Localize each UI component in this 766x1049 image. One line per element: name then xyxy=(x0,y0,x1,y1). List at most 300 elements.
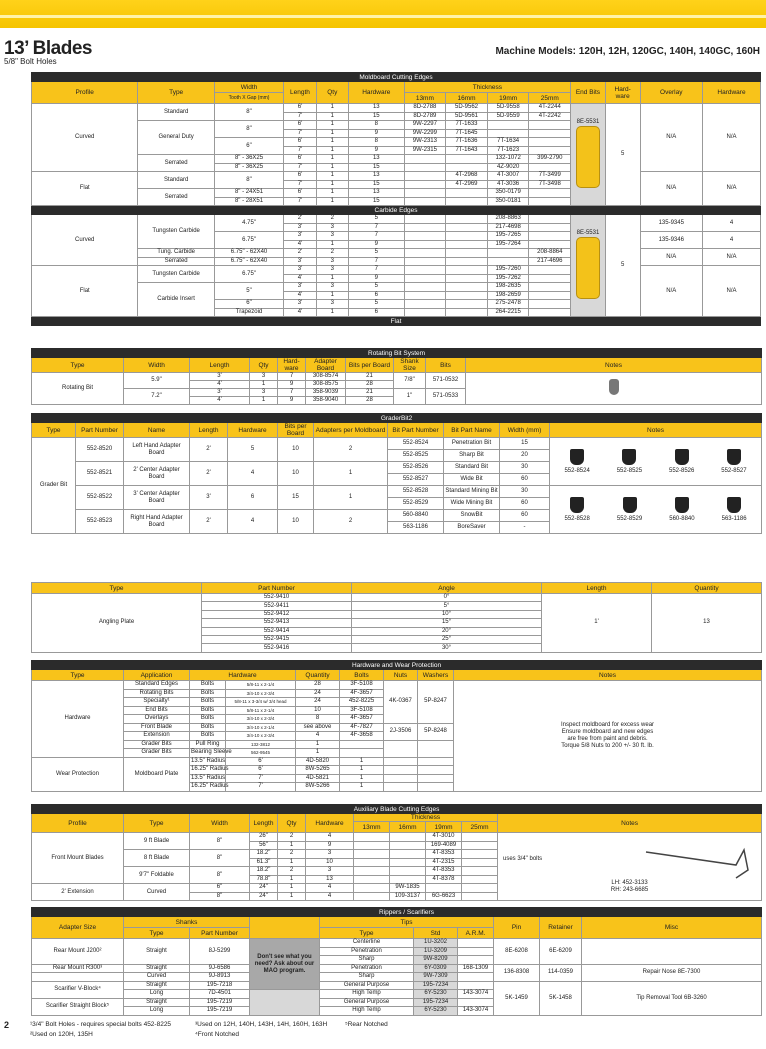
cell: 9 xyxy=(349,240,405,249)
cell: Trapezoid xyxy=(214,308,283,317)
col-header: Adapter Size xyxy=(32,917,124,939)
cell: 195-7219 xyxy=(190,998,250,1007)
bit-caption: 563-1186 xyxy=(721,515,747,522)
cell: 5/8-11 x 3-3/4 w/ 3/4 head xyxy=(226,698,296,707)
cell xyxy=(462,867,498,876)
page-subtitle: 5/8" Bolt Holes xyxy=(4,57,57,66)
col-header: Overlay xyxy=(640,82,702,104)
cell: 5D-9559 xyxy=(487,112,529,121)
cell xyxy=(446,232,488,241)
cell: 9W-7309 xyxy=(414,973,458,982)
col-header: Type xyxy=(32,358,124,373)
col-header: Bit Part Name xyxy=(444,423,500,438)
hw-label-b: ware xyxy=(284,365,299,372)
cell: 24 xyxy=(296,698,340,707)
cell xyxy=(446,266,488,275)
cell: Curved xyxy=(32,104,138,172)
cell: 7' xyxy=(284,197,316,206)
cell: N/A xyxy=(640,172,702,206)
cell: 6Y-0309 xyxy=(414,964,458,973)
cell xyxy=(529,223,571,232)
cell: 9W-2313 xyxy=(404,138,446,147)
col-header: Adapters per Moldboard xyxy=(314,423,388,438)
cell: 5/8-11 x 2-1/4 xyxy=(226,706,296,715)
note-line: Ensure moldboard and new edges xyxy=(561,728,654,735)
cell: 4' xyxy=(284,291,316,300)
cell: 56" xyxy=(250,841,278,850)
cell xyxy=(404,249,446,258)
section-header: Flat xyxy=(32,317,761,326)
cell: 6' xyxy=(284,189,316,198)
cell: Hardware xyxy=(32,681,124,758)
cell: Tungsten Carbide xyxy=(138,266,214,283)
cell xyxy=(446,249,488,258)
cell xyxy=(446,257,488,266)
cell: Curved xyxy=(124,884,190,901)
cell: 5D-9562 xyxy=(446,104,488,113)
col-header: Shanks xyxy=(124,917,250,928)
cell: 18.2" xyxy=(250,850,278,859)
cell: Extension xyxy=(124,732,190,741)
cell: 1 xyxy=(316,172,348,181)
cell: 6.75" - 62X40 xyxy=(214,249,283,258)
cell: 24" xyxy=(250,892,278,901)
cell: 4Z-9020 xyxy=(487,163,529,172)
cell: 5P-8248 xyxy=(418,723,454,740)
cell: 4T-2315 xyxy=(426,858,462,867)
col-header: Quantity xyxy=(652,583,762,594)
col-header: Misc xyxy=(582,917,762,939)
cell: 10 xyxy=(278,438,314,462)
cell: 6' xyxy=(284,172,316,181)
cell xyxy=(529,283,571,292)
cell: 15 xyxy=(349,112,405,121)
section-header: GraderBit2 xyxy=(32,414,762,423)
grader-bit-figure xyxy=(617,497,642,523)
cell xyxy=(487,129,529,138)
cell: 6' xyxy=(284,121,316,130)
col-header: Hardware xyxy=(190,670,296,681)
cell: N/A xyxy=(702,266,760,317)
cell: 350-0181 xyxy=(487,197,529,206)
cell: 552-8527 xyxy=(388,474,444,486)
cell: 4' xyxy=(190,397,250,405)
cell: Straight xyxy=(124,998,190,1007)
cell: 28 xyxy=(296,681,340,690)
cell: Overlays xyxy=(124,715,190,724)
cell xyxy=(446,308,488,317)
cell xyxy=(384,766,418,775)
cell: 7 xyxy=(278,373,306,381)
cell: 7 xyxy=(349,257,405,266)
cell: 5 xyxy=(349,249,405,258)
cell xyxy=(418,766,454,775)
cell: 6.75" xyxy=(214,266,283,283)
bit-caption: 552-8527 xyxy=(721,467,747,474)
cell: 1 xyxy=(314,462,388,486)
cell: 6' xyxy=(226,757,296,766)
cell: 4T-3010 xyxy=(426,833,462,842)
cell: 26" xyxy=(250,833,278,842)
cell: 3' Center Adapter Board xyxy=(124,486,190,510)
end-bit-icon xyxy=(576,126,600,188)
cell: 4 xyxy=(702,215,760,232)
cell xyxy=(418,774,454,783)
cell: 168-1309 xyxy=(458,964,494,973)
cell: 4T-8378 xyxy=(426,875,462,884)
col-header: Hardware xyxy=(702,82,760,104)
cell xyxy=(487,257,529,266)
cell: 4T-3007 xyxy=(487,172,529,181)
cell: BoreSaver xyxy=(444,522,500,534)
cell: 10 xyxy=(306,858,354,867)
cell xyxy=(404,155,446,164)
cell: 15 xyxy=(349,197,405,206)
cell: 8" xyxy=(190,867,250,884)
cell: 8" - 28X51 xyxy=(214,197,283,206)
cell xyxy=(404,300,446,309)
col-header: Width (mm) xyxy=(500,423,550,438)
cell: 4T-8353 xyxy=(426,850,462,859)
cell: 1 xyxy=(316,104,348,113)
cell: 61.3" xyxy=(250,858,278,867)
cell: 6 xyxy=(228,486,278,510)
moldboard-table xyxy=(31,72,761,326)
col-header: Width xyxy=(124,358,190,373)
cell: 571-0532 xyxy=(426,373,466,389)
cell: 552-8524 xyxy=(388,438,444,450)
cell: Flat xyxy=(32,266,138,317)
grader-bit-figure xyxy=(669,497,694,523)
cell: 3' xyxy=(284,283,316,292)
cell: 4 xyxy=(296,732,340,741)
section-header: Hardware and Wear Protection xyxy=(32,661,762,670)
cell: Wear Protection xyxy=(32,757,124,791)
cell: 275-2478 xyxy=(487,300,529,309)
cell: 6.75" xyxy=(214,232,283,249)
cell: 195-7234 xyxy=(414,998,458,1007)
cell xyxy=(354,833,390,842)
cell: 5 xyxy=(605,104,640,206)
cell: 13 xyxy=(349,155,405,164)
cell: 5K-1458 xyxy=(540,981,582,1015)
cell: 198-2659 xyxy=(487,291,529,300)
cell: 5/8-11 x 2-1/4 xyxy=(226,681,296,690)
cell xyxy=(446,300,488,309)
cell xyxy=(390,841,426,850)
cell: 9 xyxy=(349,274,405,283)
cell xyxy=(458,956,494,965)
cell: 136-8308 xyxy=(494,964,540,981)
rotating-bit-table xyxy=(31,348,762,405)
col-header: A.R.M. xyxy=(458,928,494,939)
cell: Bolts xyxy=(190,689,226,698)
cell: 8" xyxy=(214,121,283,138)
col-header: Bits xyxy=(426,358,466,373)
cell: Specialty¹ xyxy=(124,698,190,707)
cell: 78.8" xyxy=(250,875,278,884)
cell: 7' xyxy=(284,163,316,172)
cell: Wide Bit xyxy=(444,474,500,486)
cell: 9W-2315 xyxy=(404,146,446,155)
cell: Standard Edges xyxy=(124,681,190,690)
cell: 350-0179 xyxy=(487,189,529,198)
cell: - xyxy=(500,522,550,534)
footnote-4: ⁴Front Notched xyxy=(195,1031,239,1038)
cell: 9 xyxy=(278,381,306,389)
cell xyxy=(354,892,390,901)
col-header: Qty xyxy=(316,82,348,104)
cell: 195-7218 xyxy=(190,981,250,990)
cell: 135-9345 xyxy=(640,215,702,232)
cell: 7' xyxy=(284,129,316,138)
cell: 3 xyxy=(316,300,348,309)
cell xyxy=(446,163,488,172)
cell: 1' xyxy=(542,594,652,653)
col-header: Qty xyxy=(278,814,306,833)
cell xyxy=(529,197,571,206)
cell: 8" - 24X51 xyxy=(214,189,283,198)
cell: 552-8529 xyxy=(388,498,444,510)
cell xyxy=(529,266,571,275)
cell: 3' xyxy=(190,373,250,381)
cell: 13.5" Radius xyxy=(191,757,226,764)
col-header: Part Number xyxy=(76,423,124,438)
end-bit-image xyxy=(571,215,606,317)
cell: 195-7219 xyxy=(190,1007,250,1016)
cell: 4' xyxy=(284,274,316,283)
cell: 5" xyxy=(214,283,283,300)
cell: Grader Bits xyxy=(124,749,190,758)
cell xyxy=(354,850,390,859)
cell: 308-8575 xyxy=(306,381,346,389)
cell: Sharp xyxy=(320,973,414,982)
cell: 4' xyxy=(284,308,316,317)
cell: 13 xyxy=(652,594,762,653)
cell: 308-8574 xyxy=(306,373,346,381)
cell: 552-8526 xyxy=(388,462,444,474)
cell: Tungsten Carbide xyxy=(138,215,214,249)
bit-caption: 552-8526 xyxy=(668,467,695,474)
cell: 2 xyxy=(278,867,306,876)
col-header: Bolts xyxy=(340,670,384,681)
cell: 24 xyxy=(296,689,340,698)
cell xyxy=(354,841,390,850)
cell: Standard xyxy=(138,104,214,121)
section-header xyxy=(32,908,320,917)
cell: 30 xyxy=(500,462,550,474)
cell: 1 xyxy=(316,291,348,300)
cell: 552-9413 xyxy=(202,619,352,627)
cell xyxy=(426,884,462,893)
cell: 6.75" - 62X40 xyxy=(214,257,283,266)
cell: General Purpose xyxy=(320,981,414,990)
cell: 9 xyxy=(278,397,306,405)
cell: 6Y-5230 xyxy=(414,1007,458,1016)
cell: Grader Bit xyxy=(32,438,76,534)
bit-icon xyxy=(570,497,584,513)
section-header xyxy=(494,908,762,917)
cell: 7' xyxy=(226,774,296,783)
cell xyxy=(404,257,446,266)
cell: 5P-8247 xyxy=(418,681,454,724)
col-header: Width xyxy=(190,814,250,833)
cell: 8D-2789 xyxy=(404,112,446,121)
cell: End Bits xyxy=(124,706,190,715)
cell: 1U-3202 xyxy=(414,939,458,948)
cell: 7' xyxy=(284,146,316,155)
cell xyxy=(529,240,571,249)
cell: 13 xyxy=(349,104,405,113)
cell: 195-7265 xyxy=(487,232,529,241)
cell: 3' xyxy=(284,223,316,232)
col-header: Thickness xyxy=(404,82,571,93)
col-header: Application xyxy=(124,670,190,681)
cell: 3 xyxy=(306,850,354,859)
cell: 552-8523 xyxy=(76,510,124,534)
cell: 143-3074 xyxy=(458,990,494,999)
grader-bit-figure xyxy=(564,449,589,475)
cell: 8 xyxy=(349,121,405,130)
cell: 3 xyxy=(316,232,348,241)
col-header: 19mm xyxy=(426,822,462,833)
cell xyxy=(446,283,488,292)
cell: 7' xyxy=(226,783,296,792)
cell: 4F-7827 xyxy=(340,723,384,732)
grader-bit-images xyxy=(550,486,762,534)
grader-bit-images xyxy=(550,438,762,486)
cell: 2' xyxy=(190,438,228,462)
cell: 1 xyxy=(296,749,340,758)
cell: 5K-1459 xyxy=(494,981,540,1015)
cell xyxy=(446,197,488,206)
cell: N/A xyxy=(702,249,760,266)
cell: N/A xyxy=(702,172,760,206)
col-header: Type xyxy=(124,928,190,939)
grader-bit-figure xyxy=(565,497,590,523)
cell: 9W-1835 xyxy=(390,884,426,893)
cell: 1 xyxy=(340,757,384,766)
rh-part: RH: 243-6685 xyxy=(610,886,649,893)
rippers-table xyxy=(31,907,762,1016)
col-header: Length xyxy=(190,358,250,373)
cell: 1 xyxy=(340,783,384,792)
cell xyxy=(462,875,498,884)
cell: 552-8525 xyxy=(388,450,444,462)
cell: 9 xyxy=(349,129,405,138)
cell xyxy=(340,749,384,758)
cell: 1 xyxy=(340,774,384,783)
col-header: Part Number xyxy=(202,583,352,594)
cell: 9J-6586 xyxy=(190,964,250,973)
col-header: 13mm xyxy=(354,822,390,833)
cell: 60 xyxy=(500,510,550,522)
cell: Serrated xyxy=(138,189,214,206)
cell: 3' xyxy=(284,232,316,241)
col-header: Type xyxy=(32,670,124,681)
cell: 264-2215 xyxy=(487,308,529,317)
cell: 6' xyxy=(284,155,316,164)
cell: 0° xyxy=(352,594,542,602)
cell: 6 xyxy=(349,291,405,300)
cell: 3/4-10 x 2-3/4 xyxy=(226,715,296,724)
cell: 8" - 36X25 xyxy=(214,155,283,164)
cell: 4' xyxy=(190,381,250,389)
col-header: Shank Size xyxy=(394,358,426,373)
cell: 3/4-10 x 2-3/4 xyxy=(226,689,296,698)
cell: 8" - 36X25 xyxy=(214,163,283,172)
cell: 2J-3506 xyxy=(384,723,418,740)
cell: 1 xyxy=(250,381,278,389)
col-header: Bits per Board xyxy=(346,358,394,373)
cell: 15 xyxy=(278,486,314,510)
cell xyxy=(446,155,488,164)
col-header: 16mm xyxy=(446,93,488,104)
col-header: Thickness xyxy=(354,814,498,822)
cell xyxy=(446,223,488,232)
cell: 1 xyxy=(278,841,306,850)
cell xyxy=(446,274,488,283)
aux-notes xyxy=(498,833,762,901)
cell: 2 xyxy=(316,249,348,258)
col-header: Quantity xyxy=(296,670,340,681)
cell: 399-2790 xyxy=(529,155,571,164)
cell: 109-3137 xyxy=(390,892,426,901)
col-header: 13mm xyxy=(404,93,446,104)
section-header: Rotating Bit System xyxy=(32,349,762,358)
cell xyxy=(390,858,426,867)
cell xyxy=(390,875,426,884)
cell: 217-4698 xyxy=(487,223,529,232)
cell: Rotating Bit xyxy=(32,373,124,405)
cell: 114-0359 xyxy=(540,964,582,981)
cell: 4 xyxy=(228,510,278,534)
cell: 2 xyxy=(278,850,306,859)
cell: 552-8528 xyxy=(388,486,444,498)
cell: Straight xyxy=(124,939,190,965)
hw-label-a: Hard- xyxy=(614,85,631,93)
cell: 3/4-10 x 2-3/4 xyxy=(226,732,296,741)
cell xyxy=(354,858,390,867)
col-header: Type xyxy=(32,583,202,594)
col-header: Tooth X Gap (mm) xyxy=(214,93,283,104)
cell: 16.25" Radius xyxy=(191,783,229,790)
cell: 3 xyxy=(316,266,348,275)
cell: Rear Mount R300³ xyxy=(32,964,124,973)
cell: Pull Ring xyxy=(190,740,226,749)
cell: N/A xyxy=(640,104,702,172)
cell: 208-8864 xyxy=(529,249,571,258)
cell: 4K-0367 xyxy=(384,681,418,724)
cell: 10 xyxy=(278,462,314,486)
cell xyxy=(418,740,454,757)
cell: General Purpose xyxy=(320,998,414,1007)
cell: 15 xyxy=(349,163,405,172)
cell: SnowBit xyxy=(444,510,500,522)
cell xyxy=(446,291,488,300)
cell: 8 xyxy=(296,715,340,724)
cell: 562-9545 xyxy=(226,749,296,758)
cell: 30 xyxy=(500,486,550,498)
cell: 1 xyxy=(340,766,384,775)
end-bits-label: 8E-5531 xyxy=(576,229,600,236)
col-header: Retainer xyxy=(540,917,582,939)
col-header: Type xyxy=(320,928,414,939)
cell: Sharp Bit xyxy=(444,450,500,462)
cell: 198-2635 xyxy=(487,283,529,292)
cell: N/A xyxy=(702,104,760,172)
cell: 8D-2788 xyxy=(404,104,446,113)
